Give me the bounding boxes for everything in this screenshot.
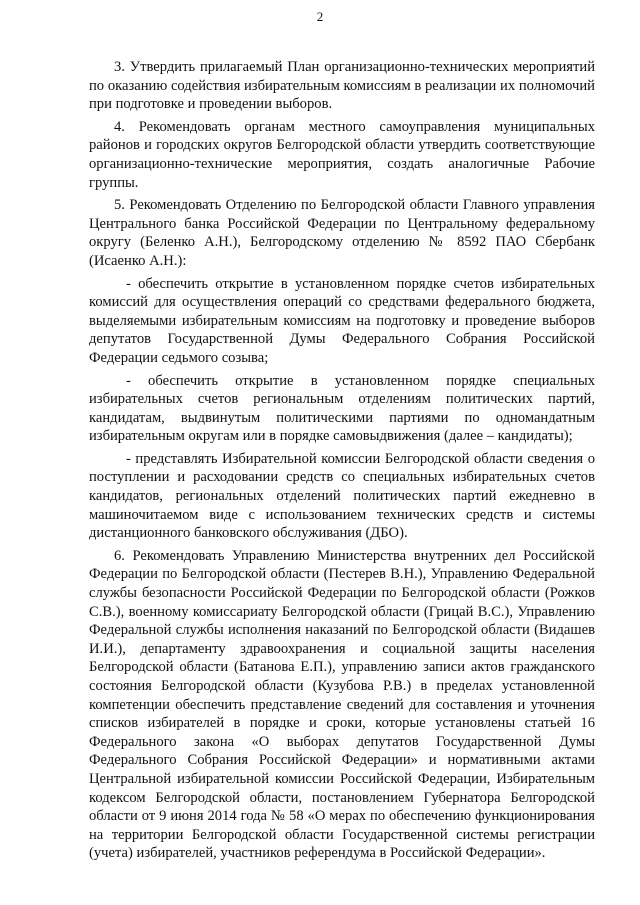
document-body xyxy=(89,58,595,867)
paragraph-item-4: 4. Рекомендовать органам местного самоуправления муниципальных районов и городских округов Белгородской области утвердить соответствующие организационно-технические мероприятия, создать аналогичные Рабочие группы. xyxy=(89,118,595,191)
page-number: 2 xyxy=(316,9,324,24)
paragraph-item-5-bullet-2: - обеспечить открытие в установленном порядке специальных избирательных счетов региональным отделениям политических партий, кандидатам, выдвинутым политическими партиями по одномандатным избирательным округам или в порядке самовыдвижения (далее – кандидаты); xyxy=(89,372,595,445)
paragraph-item-6: 6. Рекомендовать Управлению Министерства внутренних дел Российской Федерации по Белгородской области (Пестерев В.Н.), Управлению Федеральной службы безопасности Российской Федерации по Белгородской области (Рожков С.В.), военному комиссариату Белгородской области (Грицай В.С.), Управлению Федеральной службы исполнения наказаний по Белгородской области (Видашев И.И.), департаменту здравоохранения и социальной защиты населения Белгородской области (Батанова Е.П.), управлению записи актов гражданского состояния Белгородской области (Кузубова Р.В.) в пределах установленной компетенции обеспечить представление сведений для составления и уточнения списков избирателей в порядке и сроки, которые установлены статьей 16 Федерального закона «О выборах депутатов Государственной Думы Федерального Собрания Российской Федерации» и нормативными актами Центральной избирательной комиссии Российской Федерации, Избирательным кодексом Белгородской области, постановлением Губернатора Белгородской области от 9 июня 2014 года № 58 «О мерах по обеспечению функционирования на территории Белгородской области Государственной системы регистрации (учета) избирателей, участников референдума в Российской Федерации». xyxy=(89,547,595,862)
paragraph-item-5: 5. Рекомендовать Отделению по Белгородской области Главного управления Центрального банка Российской Федерации по Центральному федеральному округу (Беленко А.Н.), Белгородскому отделению № 8592 ПАО Сбербанк (Исаенко А.Н.): xyxy=(89,197,595,269)
paragraph-item-5-bullet-3: - представлять Избирательной комиссии Белгородской области сведения о поступлении и расходовании средств со специальных избирательных счетов кандидатов, региональных отделений политических партий ежедневно в машиночитаемом виде с использованием технических средств и системы дистанционного банковского обслуживания (ДБО). xyxy=(89,450,595,542)
paragraph-item-3: 3. Утвердить прилагаемый План организационно-технических мероприятий по оказанию содействия избирательным комиссиям в реализации их полномочий при подготовке и проведении выборов. xyxy=(89,59,595,113)
paragraph-item-5-bullet-1: - обеспечить открытие в установленном порядке счетов избирательных комиссий для осуществления операций со средствами федерального бюджета, выделяемыми избирательным комиссиям на подготовку и проведение выборов депутатов Государственной Думы Федерального Собрания Российской Федерации седьмого созыва; xyxy=(89,275,595,366)
